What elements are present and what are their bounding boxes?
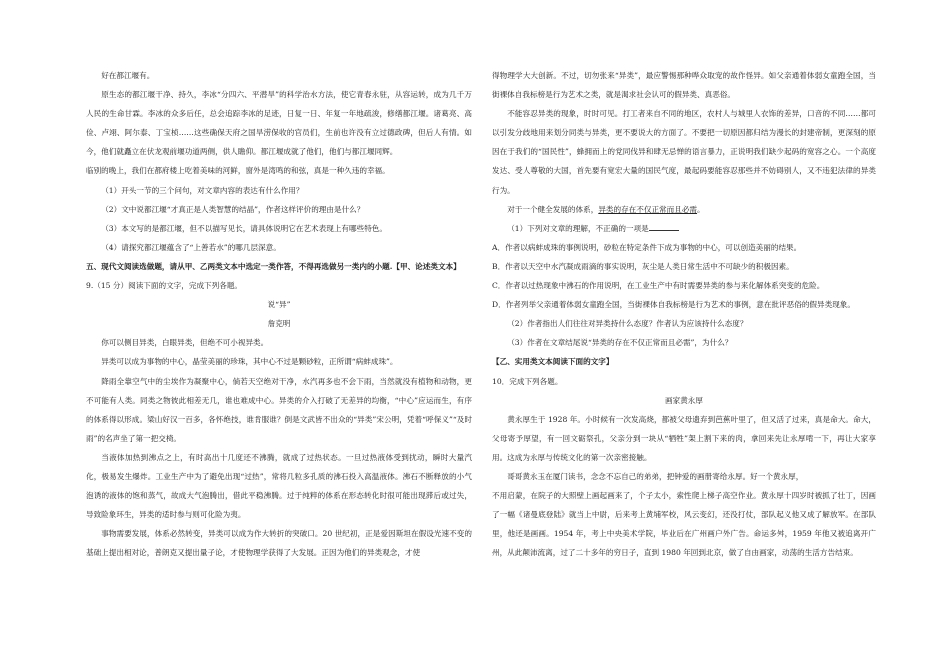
option-d: D．作者列举父亲通着体弱女童跑全国，当街裸体自我标榜是行为艺术的事例，意在批评恶俗的假异类现象。	[492, 300, 855, 310]
paragraph	[492, 200, 876, 219]
paragraph: 当液体加热到沸点之上，有时高出十几度还不沸腾，就成了过热状态。一旦过热液体受到扰动，瞬时大量汽化，极易发生爆炸。工业生产中为了避免出现“过热”，常将几粒多孔质的沸石投入高温液体。沸石不断释放的小气泡诱的液体的饱和蒸气，故成大气泡腾出，借此平稳沸腾。过于纯粹的体系在形态转化时很可能出现滞后或过失，导致险象环生，异类的适时参与则可化险为夷。	[86, 452, 472, 520]
question-9-stem: 9.（15 分）阅读下面的文字，完成下列各题。	[86, 281, 243, 291]
question-4: （4）请探究都江堰蕴含了“上善若水”的哪几层深意。	[101, 242, 281, 252]
paragraph: 你可以侧目异类，白眼异类，但绝不可小视异类。	[101, 338, 269, 348]
question-3: （3）作者在文章结尾说“异类的存在不仅正常而且必需”，为什么？	[507, 338, 733, 348]
paragraph: 原生态的都江堰干净、持久，李冰“分四六、平潜旱”的科学治水方法，使它青春永驻，从容运转，成为几千万人民的生命甘霖。李冰的众多后任，总会追踪李冰的足迹，日复一日、年复一年地疏浚，修缮都江堰。诸葛亮、高俭、卢翊、阿尔泰、丁宝桢……这些确保天府之国旱涝保收的官员们，生前也许没有立过德政碑，但后人有情。如今，他们就矗立在伏龙观前堰功道两侧，供人瞻仰。都江堰成就了他们，他们与都江堰同辉。	[86, 90, 472, 157]
right-column	[492, 66, 876, 562]
section-heading: 【乙、实用类文本阅读下面的文字】	[492, 357, 614, 367]
underlined-sentence: 异类的存在不仅正常而且必需	[598, 204, 698, 214]
paragraph: 降雨全靠空气中的尘埃作为凝聚中心，倘若天空绝对干净，水汽再多也不会下雨，当然就没有植物和动物，更不可能有人类。同类之物彼此相差无几，谁也难成中心。异类的介入打破了无差异的均衡，“中心”应运而生，有序的体系得以形成。梁山好汉一百多，各怀绝技，谁肯服谁？倒是文武皆不出众的“异类”宋公明，凭着“呼保义”“及时雨”的名声坐了第一把交椅。	[86, 376, 472, 443]
question-1	[492, 219, 876, 238]
question-1: （1）开头一节的三个问句，对文章内容的表达有什么作用？	[101, 185, 304, 195]
paragraph: 异类可以成为事物的中心，晶莹美丽的珍珠，其中心不过是颗砂粒，正所谓“病蚌成珠”。	[101, 357, 398, 367]
paragraph: 临别的晚上，我们在都府楼上吃着美味的河鲜，窗外是湾鸣的和弦，真是一种久违的幸福。	[86, 166, 390, 176]
option-b: B．作者以天空中水汽凝成雨滴的事实说明，灰尘是人类日常生活中不可缺少的积极因素。	[492, 261, 794, 271]
article-title: 说“异”	[267, 300, 291, 310]
left-column	[86, 66, 472, 562]
question-2: （2）作者指出人们往往对异类持什么态度？作者认为应该持什么态度？	[507, 319, 748, 329]
text-span: 对于一个健全发展的体系，	[507, 204, 599, 214]
paragraph: 哥哥黄永玉在厦门读书，念念不忘自己的弟弟，把钟爱的画册寄给永厚。好一个黄永厚，	[507, 471, 804, 481]
article-author: 詹克明	[267, 319, 291, 329]
paragraph: 得物理学大大创新。不过，切勿张来“异类”，最应警惕那种哗众取宠的故作怪异。如父亲通着体弱女童跑全国，当街裸体自我标榜是行为艺术之类，就是渴求社会认可的假异类、真恶俗。	[492, 71, 876, 100]
question-2: （2）文中说都江堰“才真正是人类智慧的结晶”，作者这样评价的理由是什么？	[101, 204, 365, 214]
paragraph: 不能容忍异类的现象，时时可见。打工者来自不同的地区，农村人与城里人衣饰的差异，口音的不同……都可以引发分歧地用来划分同类与异类，更不要说大的方面了。不要把一切原因都归结为漫长的封建帝制，更深刻的原因在于我们的“国民性”，蜂拥而上的党同伐异和肆无忌惮的语言暴力，正说明我们缺少起码的宽容之心。一个高度发达、受人尊敬的大国，首先要有宽宏大量的国民气度，最起码要能容忍那些并不妨碍别人，又不违犯法律的异类行为。	[492, 109, 876, 195]
question-text: （1）下列对文章的理解，不正确的一项是	[507, 223, 649, 233]
question-10-stem: 10．完成下列各题。	[492, 376, 563, 386]
paragraph: 好在都江堰有。	[101, 71, 155, 80]
answer-blank	[649, 221, 679, 231]
paragraph: 不用启蒙，在院子的大照壁上画起画来了，个子太小，索性爬上梯子高空作业。黄永厚十四岁时被抓了壮丁，因画了一幅《诸曼底登陆》就当上中尉，后来考上黄埔军校，风云变幻，还没打仗，部队起义他又成了解放军。在部队里，他还是画画。1954 年，考上中央美术学院，毕业后在广州画户外广告。命运多舛，1959 年他又被追离开广州，从此颠沛流离，过了二十多年的穷日子，直到 1980 年回到北京，做了自由画家，动荡的生活方告结束。	[492, 491, 876, 558]
article-title: 画家黄永厚	[665, 395, 703, 405]
paragraph: 事物需要发展，体系必然转变，异类可以成为作大转折的突破口。20 世纪初，正是爱因斯坦在假设光速不变的基础上提出相对论，普朗克又提出量子论，才使物理学获得了大发展。正因为他们的异类观念，才使	[86, 529, 472, 558]
paragraph: 黄永厚生于 1928 年。小时候有一次发高烧，都被父母遗弃到芭蕉叶里了，但又活了过来，真是命大。命大，父母寄予厚望，有一回文砺祭孔，父亲分到一块从“牺牲”架上割下来的肉，拿回来先让永厚啃一下，再让大家享用。这成为永厚与传统文化的第一次亲密接触。	[492, 414, 876, 462]
section-heading: 五、现代文阅读选做题，请从甲、乙两类文本中选定一类作答，不得再选做另一类内的小题.【甲、论述类文本】	[86, 261, 461, 271]
question-3: （3）本文写的是都江堰，但不以描写见长，请具体说明它在艺术表现上有哪些特色。	[101, 223, 387, 233]
option-c: C．作者以过热现象中沸石的作用说明，在工业生产中有时需要异类的参与来化解体系突变的危险。	[492, 281, 825, 291]
text-span: 。	[697, 204, 705, 214]
option-a: A．作者以病蚌成珠的事例说明，砂粒在特定条件下成为事物的中心，可以创造美丽的结果。	[492, 242, 802, 252]
